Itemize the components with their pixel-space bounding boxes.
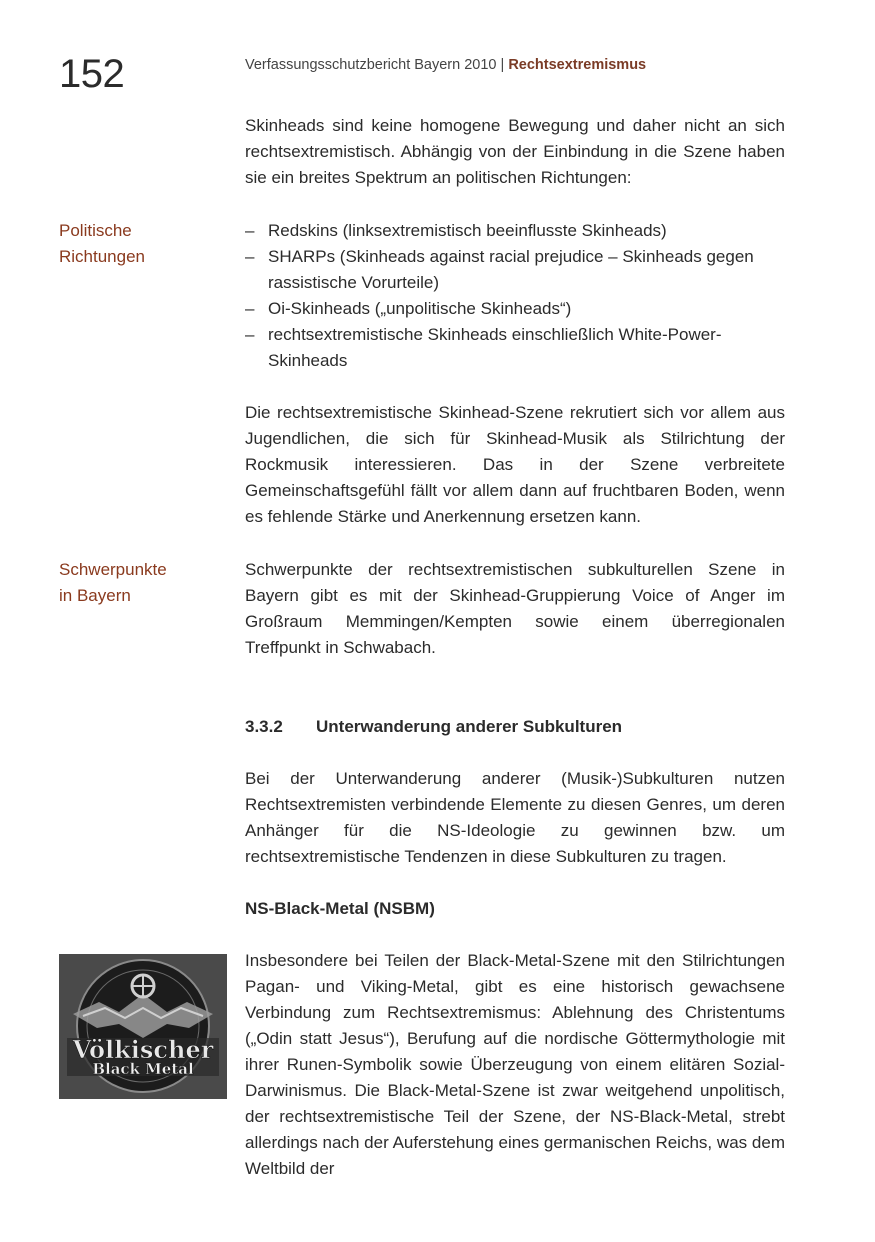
emblem-text-line1: Völkischer [72, 1035, 214, 1064]
nsbm-heading: NS-Black-Metal (NSBM) [245, 899, 435, 918]
side-note-line: Politische [59, 221, 132, 240]
directions-list [245, 218, 785, 374]
dash-marker: – [245, 247, 255, 266]
list-item [245, 322, 785, 374]
dash-marker: – [245, 299, 255, 318]
list-item [245, 296, 785, 322]
list-item-text: Oi-Skinheads („unpolitische Skinheads“) [268, 299, 572, 318]
subculture-paragraph: Bei der Unterwanderung anderer (Musik-)Subkulturen nutzen Rechtsextremisten verbindende Elemente zu diesen Genres, um deren Anhänger für die NS-Ideologie zu gewinnen bzw. um rechtsextremistische Tendenzen in diese Subkulturen zu tragen. [245, 769, 785, 866]
dash-marker: – [245, 325, 255, 344]
emblem-text-line2: Black Metal [92, 1060, 194, 1078]
list-item-text: Redskins (linksextremistisch beeinflusste Skinheads) [268, 221, 667, 240]
schwerpunkte-paragraph: Schwerpunkte der rechtsextremistischen subkulturellen Szene in Bayern gibt es mit der Skinhead-Gruppierung Voice of Anger im Großraum Memmingen/Kempten sowie einem überregionalen Treffpunkt in Schwabach. [245, 560, 785, 657]
black-metal-emblem-image [59, 954, 227, 1099]
emblem-graphic [59, 954, 227, 1099]
side-note-line: in Bayern [59, 586, 131, 605]
directions-list-container [245, 218, 785, 374]
side-note-line: Richtungen [59, 247, 146, 266]
running-header [245, 57, 646, 73]
page-number: 152 [59, 52, 125, 96]
side-note-politische-richtungen [59, 218, 145, 270]
intro-paragraph: Skinheads sind keine homogene Bewegung und daher nicht an sich rechtsextremistisch. Abhängig von der Einbindung in die Szene haben sie ein breites Spektrum an politischen Richtungen: [245, 116, 785, 187]
section-number: 3.3.2 [245, 717, 283, 736]
list-item-text: rechtsextremistische Skinheads einschließlich White-Power-Skinheads [268, 325, 722, 370]
section-heading [245, 714, 622, 740]
side-note-schwerpunkte [59, 557, 167, 609]
nsbm-paragraph: Insbesondere bei Teilen der Black-Metal-Szene mit den Stilrichtungen Pagan- und Viking-Metal, gibt es eine historisch gewachsene Verbindung zum Rechtsextremismus: Ablehnung des Christentums („Odin statt Jesus“), Berufung auf die nordische Göttermythologie mit ihrer Runen-Symbolik sowie Überzeugung von einem elitären Sozial-Darwinismus. Die Black-Metal-Szene ist zwar weitgehend unpolitisch, der rechtsextremistische Teil der Szene, der NS-Black-Metal, strebt allerdings nach der Auferstehung eines germanischen Reichs, was dem Weltbild der [245, 951, 785, 1178]
section-title: Rechtsextremismus [508, 57, 647, 73]
list-item [245, 218, 785, 244]
list-item [245, 244, 785, 296]
recruitment-paragraph: Die rechtsextremistische Skinhead-Szene rekrutiert sich vor allem aus Jugendlichen, die sich für Skinhead-Musik als Stilrichtung der Rockmusik interessieren. Das in der Szene verbreitete Gemeinschaftsgefühl fällt vor allem dann auf fruchtbaren Boden, wenn es fehlende Stärke und Anerkennung ersetzen kann. [245, 403, 785, 526]
side-note-line: Schwerpunkte [59, 560, 167, 579]
list-item-text: SHARPs (Skinheads against racial prejudice – Skinheads gegen rassistische Vorurteile) [268, 247, 754, 292]
section-heading-title: Unterwanderung anderer Subkulturen [316, 717, 623, 736]
dash-marker: – [245, 221, 255, 240]
publication-title: Verfassungsschutzbericht Bayern 2010 | [245, 57, 505, 73]
